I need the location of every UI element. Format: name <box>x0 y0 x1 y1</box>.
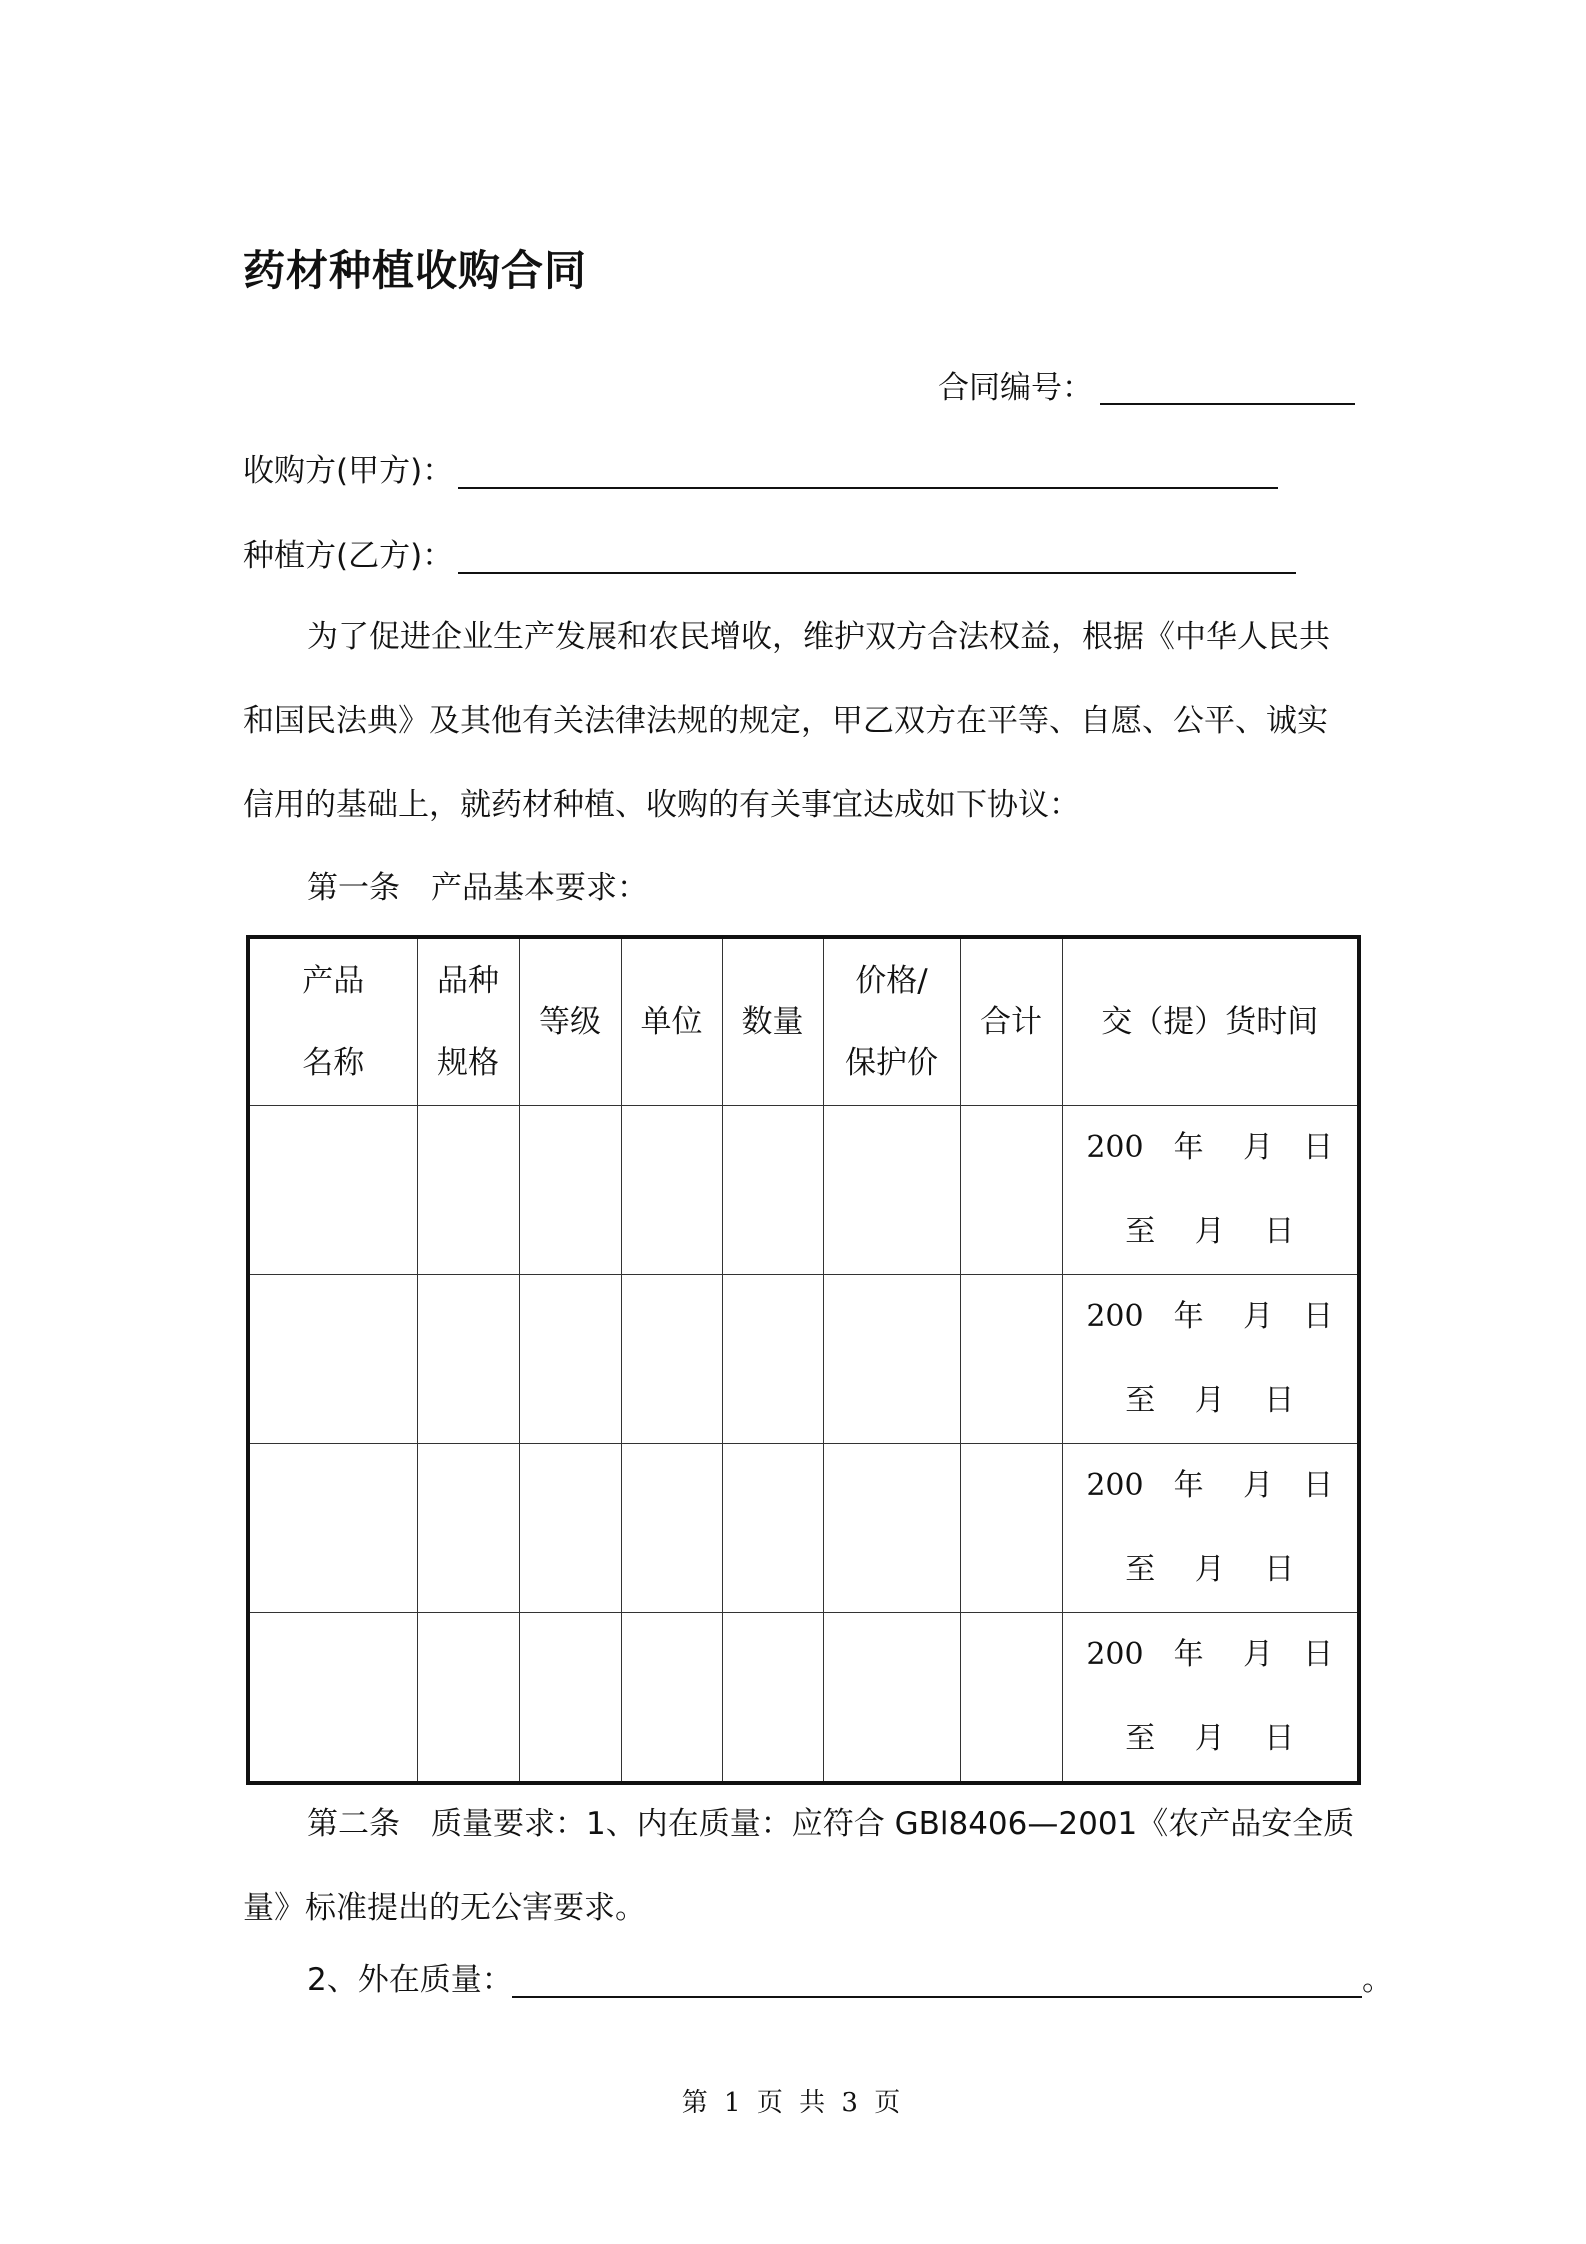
cell-grade[interactable] <box>519 1444 621 1613</box>
date-to: 至 月 日 <box>1125 1383 1295 1418</box>
external-quality-label: 2、外在质量： <box>307 1962 513 1998</box>
article-2-text: 第二条 质量要求：1、内在质量：应符合 GBl8406—2001《农产品安全质量》标准提出的无公害要求。 <box>243 1806 1355 1926</box>
cell-price[interactable] <box>823 1613 960 1784</box>
cell-product-name[interactable] <box>248 1275 417 1444</box>
cell-grade[interactable] <box>519 1275 621 1444</box>
date-to: 至 月 日 <box>1125 1552 1295 1587</box>
contract-no-blank[interactable] <box>1100 403 1355 405</box>
cell-delivery-date[interactable] <box>1062 1275 1359 1444</box>
cell-unit[interactable] <box>621 1106 722 1275</box>
header-grade: 等级 <box>519 937 621 1106</box>
product-requirements-table <box>246 935 1361 1785</box>
cell-variety-spec[interactable] <box>417 1444 519 1613</box>
cell-unit[interactable] <box>621 1275 722 1444</box>
table-row <box>248 1613 1359 1784</box>
date-from: 200 年 月 日 <box>1086 1130 1334 1165</box>
cell-grade[interactable] <box>519 1106 621 1275</box>
cell-variety-spec[interactable] <box>417 1275 519 1444</box>
article-1-heading: 第一条 产品基本要求： <box>307 870 648 906</box>
cell-price[interactable] <box>823 1275 960 1444</box>
cell-delivery-date[interactable] <box>1062 1444 1359 1613</box>
cell-unit[interactable] <box>621 1444 722 1613</box>
cell-variety-spec[interactable] <box>417 1613 519 1784</box>
grower-blank[interactable] <box>458 572 1296 574</box>
cell-total[interactable] <box>960 1613 1062 1784</box>
cell-delivery-date[interactable] <box>1062 1106 1359 1275</box>
header-unit: 单位 <box>621 937 722 1106</box>
buyer-label: 收购方(甲方)： <box>243 453 454 489</box>
date-to: 至 月 日 <box>1125 1721 1295 1756</box>
external-quality-blank[interactable] <box>512 1996 1362 1998</box>
buyer-blank[interactable] <box>458 487 1278 489</box>
cell-delivery-date[interactable] <box>1062 1613 1359 1784</box>
cell-quantity[interactable] <box>722 1106 823 1275</box>
cell-price[interactable] <box>823 1106 960 1275</box>
cell-grade[interactable] <box>519 1613 621 1784</box>
table-header-row <box>248 937 1359 1106</box>
contract-no-label: 合同编号： <box>938 370 1093 406</box>
cell-price[interactable] <box>823 1444 960 1613</box>
external-quality-end: 。 <box>1362 1962 1393 1998</box>
cell-product-name[interactable] <box>248 1613 417 1784</box>
document-title: 药材种植收购合同 <box>243 246 588 295</box>
cell-quantity[interactable] <box>722 1613 823 1784</box>
cell-quantity[interactable] <box>722 1275 823 1444</box>
cell-product-name[interactable] <box>248 1106 417 1275</box>
cell-product-name[interactable] <box>248 1444 417 1613</box>
header-variety-spec: 品种 规格 <box>417 937 519 1106</box>
page-footer: 第 1 页 共 3 页 <box>681 2088 905 2118</box>
date-from: 200 年 月 日 <box>1086 1299 1334 1334</box>
grower-label: 种植方(乙方)： <box>243 538 454 574</box>
intro-text: 为了促进企业生产发展和农民增收，维护双方合法权益，根据《中华人民共和国民法典》及其他有关法律法规的规定，甲乙双方在平等、自愿、公平、诚实信用的基础上，就药材种植、收购的有关事宜达成如下协议： <box>243 619 1330 823</box>
header-quantity: 数量 <box>722 937 823 1106</box>
cell-total[interactable] <box>960 1275 1062 1444</box>
table-row <box>248 1275 1359 1444</box>
header-price: 价格/ 保护价 <box>823 937 960 1106</box>
cell-total[interactable] <box>960 1106 1062 1275</box>
header-total: 合计 <box>960 937 1062 1106</box>
cell-quantity[interactable] <box>722 1444 823 1613</box>
cell-total[interactable] <box>960 1444 1062 1613</box>
header-delivery-time: 交（提）货时间 <box>1062 937 1359 1106</box>
date-from: 200 年 月 日 <box>1086 1637 1334 1672</box>
header-product-name: 产品 名称 <box>248 937 417 1106</box>
date-from: 200 年 月 日 <box>1086 1468 1334 1503</box>
cell-unit[interactable] <box>621 1613 722 1784</box>
intro-paragraph <box>243 595 1355 847</box>
date-to: 至 月 日 <box>1125 1214 1295 1249</box>
article-2-paragraph <box>243 1782 1355 1950</box>
cell-variety-spec[interactable] <box>417 1106 519 1275</box>
table-row <box>248 1444 1359 1613</box>
table-row <box>248 1106 1359 1275</box>
